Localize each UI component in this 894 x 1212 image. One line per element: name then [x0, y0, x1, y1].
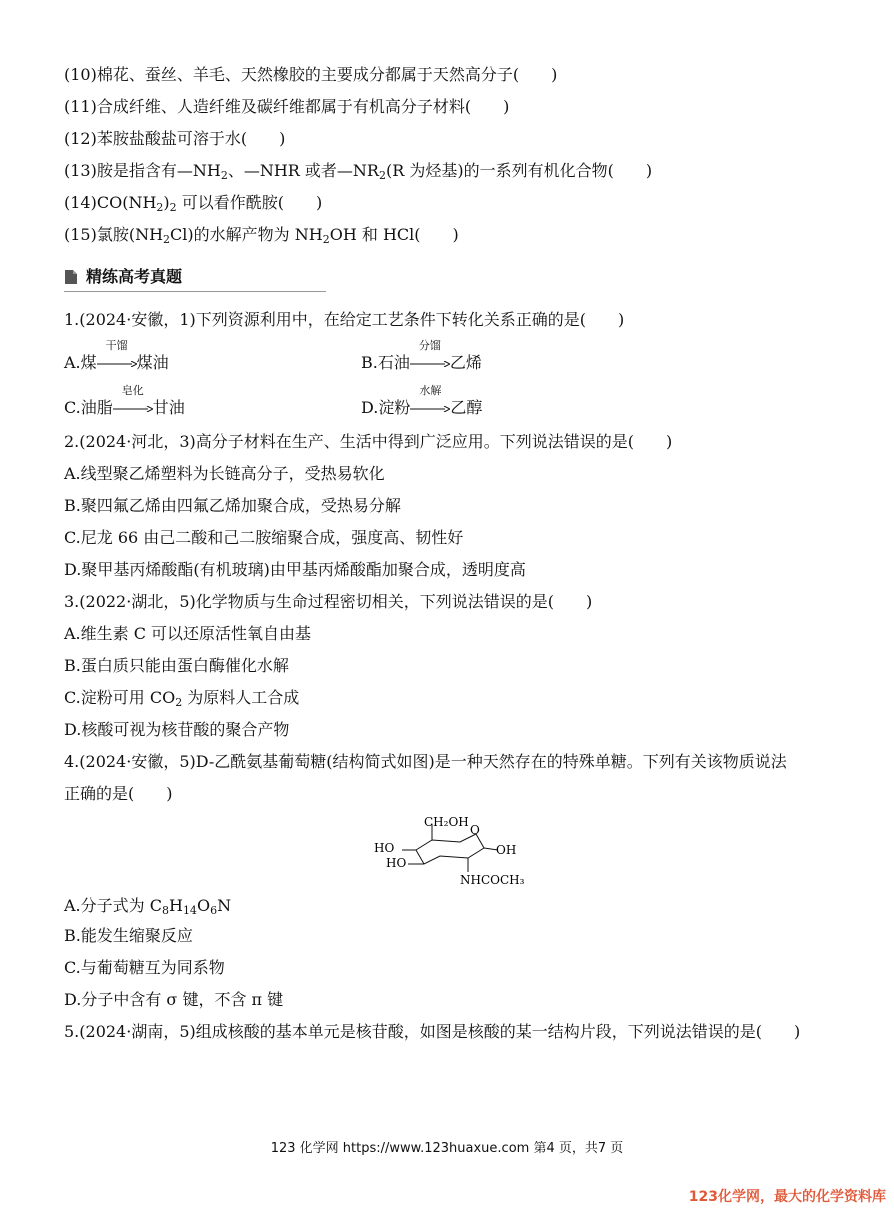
- section-title: 精练高考真题: [86, 267, 183, 286]
- text: (13)胺是指含有—NH: [64, 161, 221, 180]
- text: O: [196, 896, 211, 915]
- reaction-arrow: [410, 384, 450, 419]
- ho-label-2: HO: [386, 856, 407, 870]
- text: A.分子式为 C: [64, 896, 162, 915]
- q3-stem: 3.(2022·湖北，5)化学物质与生命过程密切相关，下列说法错误的是( ): [64, 592, 593, 611]
- q1-stem: 1.(2024·安徽，1)下列资源利用中，在给定工艺条件下转化关系正确的是( ): [64, 310, 625, 329]
- q1-option-c: [64, 384, 185, 419]
- subscript: 14: [182, 904, 197, 917]
- arrow-condition: 分馏: [418, 339, 441, 352]
- reaction-arrow: [113, 384, 153, 419]
- statement-14: [64, 192, 322, 219]
- option-product: 乙烯: [449, 353, 482, 372]
- subscript: 2: [169, 201, 177, 214]
- q2-option-c: C.尼龙 66 由己二酸和己二胺缩聚合成，强度高、韧性好: [64, 528, 464, 547]
- text: 、—NHR 或者—NR: [227, 161, 379, 180]
- structure-diagram: [372, 812, 532, 892]
- q1-option-a: [64, 339, 169, 374]
- q4-option-a: [64, 895, 231, 922]
- subscript: 2: [378, 169, 386, 182]
- ch2oh-label: CH₂OH: [424, 815, 469, 829]
- option-product: 煤油: [136, 353, 169, 372]
- text: ): [163, 193, 170, 212]
- q3-option-d: D.核酸可视为核苷酸的聚合产物: [64, 720, 290, 739]
- statement-13: [64, 160, 652, 187]
- q2-stem: 2.(2024·河北，3)高分子材料在生产、生活中得到广泛应用。下列说法错误的是( ): [64, 432, 673, 451]
- text: (15)氯胺(NH: [64, 225, 164, 244]
- text: (R 为烃基)的一系列有机化合物( ): [385, 161, 653, 180]
- q4-option-c: C.与葡萄糖互为同系物: [64, 958, 225, 977]
- option-label: A.煤: [64, 353, 97, 372]
- document-icon: [64, 269, 78, 289]
- ring-oxygen-label: O: [470, 823, 480, 837]
- subscript: 6: [210, 904, 218, 917]
- subscript: 2: [175, 696, 183, 709]
- reaction-arrow: [410, 339, 450, 374]
- subscript: 8: [161, 904, 169, 917]
- text: 可以看作酰胺( ): [176, 193, 323, 212]
- option-product: 乙醇: [450, 398, 483, 417]
- q4-option-d: D.分子中含有 σ 键，不含 π 键: [64, 990, 284, 1009]
- reaction-arrow: [97, 339, 137, 374]
- ring-lower-bond: [416, 834, 484, 864]
- text: Cl)的水解产物为 NH: [170, 225, 323, 244]
- q2-option-d: D.聚甲基丙烯酸酯(有机玻璃)由甲基丙烯酸酯加聚合成，透明度高: [64, 560, 526, 579]
- q3-option-a: A.维生素 C 可以还原活性氧自由基: [64, 624, 312, 643]
- arrow-condition: 水解: [419, 384, 442, 397]
- subscript: 2: [156, 201, 164, 214]
- ring-top-bond: [416, 834, 476, 850]
- ho-label-1: HO: [374, 841, 395, 855]
- subscript: 2: [322, 233, 330, 246]
- nh-label: NHCOCH₃: [460, 873, 525, 887]
- statement-10: (10)棉花、蚕丝、羊毛、天然橡胶的主要成分都属于天然高分子( ): [64, 65, 558, 84]
- q2-option-b: B.聚四氟乙烯由四氟乙烯加聚合成，受热易分解: [64, 496, 401, 515]
- text: 为原料人工合成: [182, 688, 300, 707]
- text: N: [217, 896, 232, 915]
- text: OH 和 HCl( ): [329, 225, 459, 244]
- q3-option-b: B.蛋白质只能由蛋白酶催化水解: [64, 656, 289, 675]
- text: H: [168, 896, 183, 915]
- option-label: B.石油: [361, 353, 410, 372]
- arrow-condition: 皂化: [121, 384, 144, 397]
- q2-option-a: A.线型聚乙烯塑料为长链高分子，受热易软化: [64, 464, 385, 483]
- text: C.淀粉可用 CO: [64, 688, 176, 707]
- statement-12: (12)苯胺盐酸盐可溶于水( ): [64, 129, 286, 148]
- oh-label: OH: [496, 843, 517, 857]
- q4-stem-line2: 正确的是( ): [64, 784, 173, 803]
- arrow-condition: 干馏: [105, 339, 128, 352]
- q3-option-c: [64, 687, 299, 714]
- statement-11: (11)合成纤维、人造纤维及碳纤维都属于有机高分子材料( ): [64, 97, 510, 116]
- section-heading: [64, 265, 326, 292]
- option-label: D.淀粉: [361, 398, 411, 417]
- page-footer: 123 化学网 https://www.123huaxue.com 第4 页，共7 页: [270, 1141, 624, 1156]
- text: (14)CO(NH: [64, 193, 157, 212]
- q1-option-d: [361, 384, 483, 419]
- option-product: 甘油: [152, 398, 185, 417]
- q4-option-b: B.能发生缩聚反应: [64, 926, 193, 945]
- q1-option-b: [361, 339, 482, 374]
- q5-stem: 5.(2024·湖南，5)组成核酸的基本单元是核苷酸，如图是核酸的某一结构片段，下列说法错误的是( ): [64, 1022, 801, 1041]
- subscript: 2: [220, 169, 228, 182]
- option-label: C.油脂: [64, 398, 113, 417]
- site-watermark: 123化学网，最大的化学资料库: [688, 1189, 886, 1205]
- subscript: 2: [163, 233, 171, 246]
- statement-15: [64, 224, 459, 251]
- q4-stem-line1: 4.(2024·安徽，5)D-乙酰氨基葡萄糖(结构简式如图)是一种天然存在的特殊单糖。下列有关该物质说法: [64, 752, 787, 771]
